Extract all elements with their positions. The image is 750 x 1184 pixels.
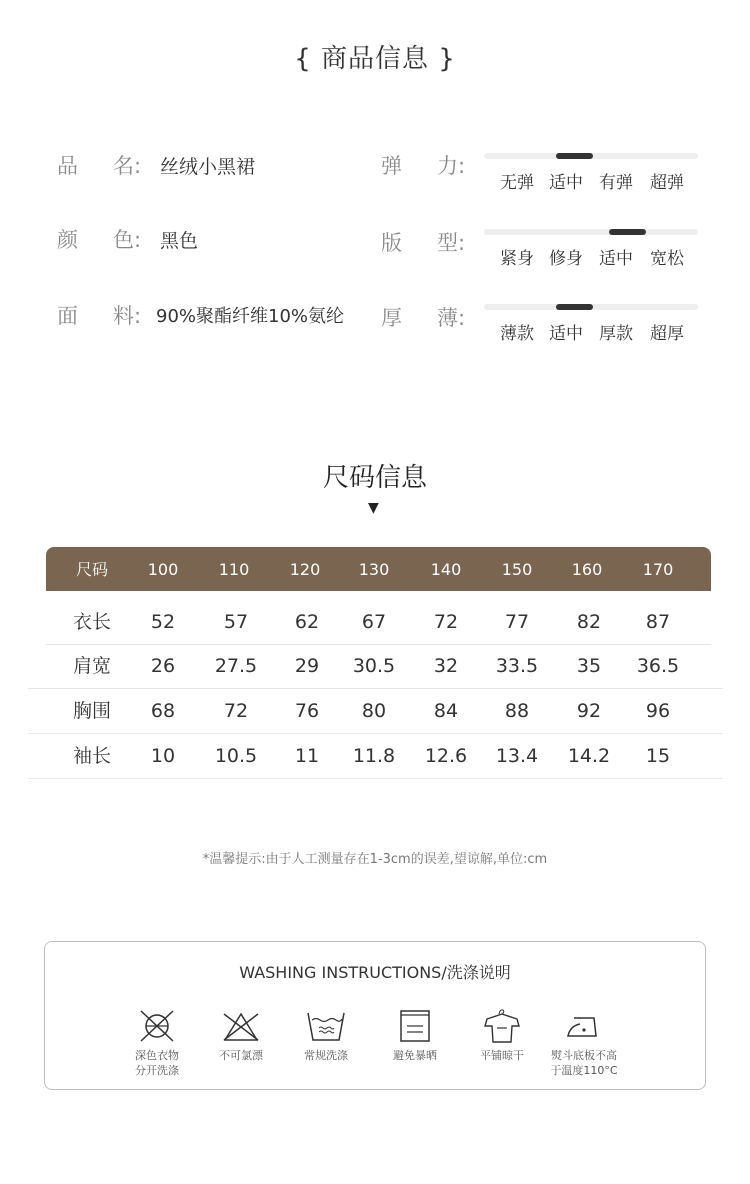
table-cell: 67 [361,611,387,633]
table-cell: 12.6 [424,745,468,767]
fit-scale [484,229,698,235]
table-row [28,644,723,689]
table-cell: 10.5 [214,745,258,767]
table-cell: 11.8 [352,745,396,767]
elasticity-option: 无弹 [500,173,534,193]
table-cell: 13.4 [495,745,539,767]
header-cell: 150 [501,560,533,579]
material-label-char2: 料: [113,304,142,328]
thickness-scale-marker [556,304,593,310]
table-cell: 92 [576,700,602,722]
table-cell: 96 [645,700,671,722]
table-cell: 68 [150,700,176,722]
header-cell: 140 [430,560,462,579]
thickness-label-char2: 薄: [437,306,466,330]
fit-label-char1: 版 [381,231,402,255]
table-cell: 36.5 [636,655,680,677]
wash-tub-icon [306,1008,346,1044]
table-cell: 29 [294,655,320,677]
table-cell: 衣长 [72,611,111,633]
table-cell: 袖长 [72,745,111,767]
table-cell: 肩宽 [72,655,111,677]
iron-icon [564,1008,604,1044]
size-table-header [46,547,711,591]
table-cell: 88 [504,700,530,722]
table-row [28,689,723,734]
table-cell: 72 [433,611,459,633]
fit-option: 紧身 [500,249,534,269]
wash-label-line: 熨斗底板不高 [551,1049,617,1062]
material-label [57,300,157,328]
washing-instructions-box [44,941,706,1090]
table-cell: 15 [645,745,671,767]
fit-option: 适中 [599,249,633,269]
color-value: 黑色 [160,230,199,252]
wash-label-line: 分开洗涤 [135,1064,179,1077]
fit-label-char2: 型: [437,231,466,255]
table-cell: 14.2 [567,745,611,767]
washing-title: WASHING INSTRUCTIONS/洗涤说明 [239,963,511,982]
elasticity-label-char1: 弹 [381,154,402,178]
table-cell: 33.5 [495,655,539,677]
thickness-label-char1: 厚 [381,306,402,330]
header-cell: 110 [218,560,250,579]
thickness-option: 厚款 [599,324,633,344]
table-cell: 26 [150,655,176,677]
no-bleach-icon [221,1008,261,1044]
thickness-option: 薄款 [500,324,534,344]
elasticity-option: 适中 [549,173,583,193]
down-arrow-icon: ▼ [368,500,379,516]
table-row [28,734,723,779]
thickness-scale [484,304,698,310]
flat-dry-icon [482,1008,522,1044]
wash-label-line: 常规洗涤 [304,1049,348,1062]
header-cell: 170 [642,560,674,579]
header-cell: 120 [289,560,321,579]
color-label-char1: 颜 [57,228,78,252]
elasticity-label [381,150,481,178]
header-cell: 尺码 [75,560,108,579]
table-cell: 84 [433,700,459,722]
material-value: 90%聚酯纤维10%氨纶 [156,306,345,327]
name-label-char2: 名: [113,154,142,178]
fit-label [381,227,481,255]
header-cell: 130 [358,560,390,579]
table-cell: 11 [294,745,320,767]
color-label-char2: 色: [113,228,142,252]
material-label-char1: 面 [57,304,78,328]
product-info-title: { 商品信息 } [294,44,456,74]
table-cell: 35 [576,655,602,677]
measurement-tip: *温馨提示:由于人工测量存在1-3cm的误差,望谅解,单位:cm [202,852,548,867]
no-wring-icon [137,1008,177,1044]
fit-option: 宽松 [650,249,684,269]
elasticity-scale-marker [556,153,593,159]
wash-label-line: 避免暴晒 [393,1049,437,1062]
thickness-option: 超厚 [650,324,684,344]
table-cell: 胸围 [72,700,111,722]
table-cell: 10 [150,745,176,767]
name-value: 丝绒小黑裙 [160,156,256,178]
elasticity-option: 有弹 [599,173,633,193]
table-cell: 76 [294,700,320,722]
table-cell: 57 [223,611,249,633]
thickness-label [381,302,481,330]
wash-label-line: 平铺晾干 [480,1049,524,1062]
thickness-option: 适中 [549,324,583,344]
table-cell: 87 [645,611,671,633]
table-cell: 82 [576,611,602,633]
header-cell: 100 [147,560,179,579]
elasticity-option: 超弹 [650,173,684,193]
color-label [57,224,157,252]
wash-label-line: 深色衣物 [135,1049,179,1062]
no-sun-dry-icon [395,1008,435,1044]
table-cell: 52 [150,611,176,633]
table-row [46,600,711,645]
name-label [57,150,157,178]
fit-option: 修身 [549,249,583,269]
wash-label [529,1048,639,1078]
table-cell: 30.5 [352,655,396,677]
table-cell: 72 [223,700,249,722]
size-info-title: 尺码信息 [322,463,427,493]
fit-scale-marker [609,229,646,235]
elasticity-label-char2: 力: [437,154,466,178]
wash-label-line: 于温度110°C [550,1064,618,1077]
table-cell: 62 [294,611,320,633]
wash-label-line: 不可氯漂 [219,1049,263,1062]
table-cell: 80 [361,700,387,722]
table-cell: 32 [433,655,459,677]
header-cell: 160 [571,560,603,579]
elasticity-scale [484,153,698,159]
name-label-char1: 品 [57,154,78,178]
table-cell: 27.5 [214,655,258,677]
table-cell: 77 [504,611,530,633]
